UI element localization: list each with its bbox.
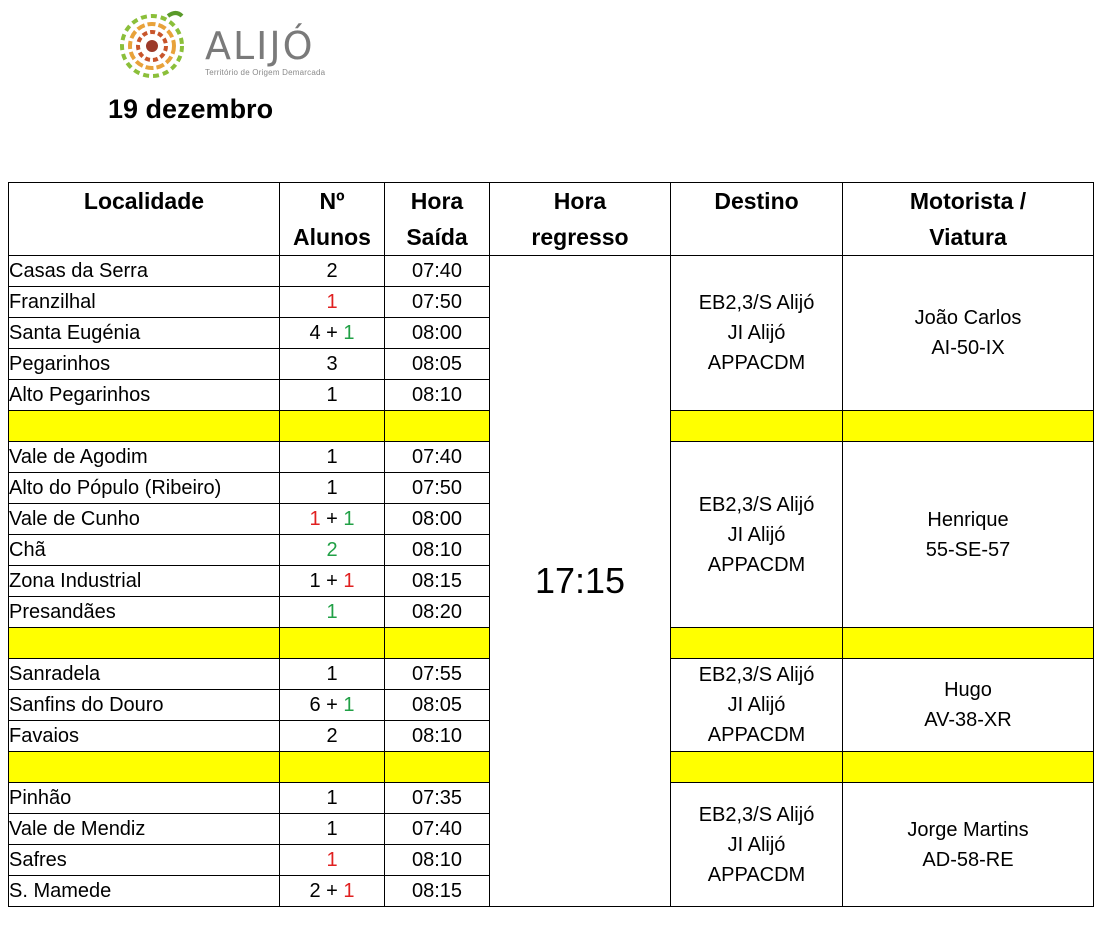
locality-cell: Safres [9, 845, 280, 876]
transport-schedule-table [8, 182, 1094, 907]
departure-time-cell: 07:50 [385, 287, 490, 318]
header-departure: Hora Saída [385, 183, 490, 256]
destination-line: EB2,3/S Alijó [698, 493, 815, 516]
departure-time-cell: 08:05 [385, 349, 490, 380]
sep-locality-cell [9, 411, 280, 442]
vehicle-plate: AI-50-IX [931, 337, 1005, 359]
destination-line: APPACDM [707, 724, 806, 746]
departure-time-cell: 08:10 [385, 845, 490, 876]
students-cell [280, 349, 385, 380]
locality-cell: Pegarinhos [9, 349, 280, 380]
departure-time-cell: 08:15 [385, 566, 490, 597]
students-count: 1 [326, 787, 338, 809]
alijo-emblem-icon [108, 6, 198, 82]
students-cell [280, 659, 385, 690]
students-count: 6 [309, 694, 321, 716]
plus-sign: + [320, 570, 344, 592]
students-cell [280, 845, 385, 876]
students-cell [280, 473, 385, 504]
vehicle-plate: 55-SE-57 [925, 538, 1011, 561]
table-header-row [9, 183, 1094, 256]
driver-name: Hugo [944, 679, 992, 701]
destination-line: JI Alijó [727, 322, 786, 344]
destination-cell [671, 256, 843, 411]
destination-line: JI Alijó [727, 523, 786, 546]
logo-wordmark: ALIJÓ [205, 24, 315, 68]
students-count: 1 [326, 446, 338, 468]
locality-cell: Favaios [9, 721, 280, 752]
locality-cell: Casas da Serra [9, 256, 280, 287]
locality-cell: Sanfins do Douro [9, 690, 280, 721]
students-count: 1 [309, 508, 321, 530]
students-cell [280, 721, 385, 752]
students-count: 1 [326, 291, 338, 313]
departure-time-cell: 08:00 [385, 504, 490, 535]
departure-time-cell: 07:55 [385, 659, 490, 690]
sep-driver-cell [843, 411, 1094, 442]
departure-time-cell: 08:10 [385, 721, 490, 752]
students-cell [280, 783, 385, 814]
sep-driver-cell [843, 752, 1094, 783]
departure-time-cell: 08:05 [385, 690, 490, 721]
destination-line: EB2,3/S Alijó [698, 292, 815, 314]
vehicle-plate: AV-38-XR [924, 709, 1012, 731]
header-return: Hora regresso [490, 183, 671, 256]
sep-locality-cell [9, 628, 280, 659]
students-cell [280, 318, 385, 349]
students-cell [280, 566, 385, 597]
plus-sign: + [320, 508, 344, 530]
students-count: 2 [326, 539, 338, 561]
plus-sign: + [320, 694, 344, 716]
sep-time-cell [385, 628, 490, 659]
destination-line: APPACDM [707, 553, 806, 576]
destination-cell [671, 659, 843, 752]
driver-cell [843, 442, 1094, 628]
return-time-cell: 17:15 [490, 256, 671, 907]
sep-students-cell [280, 411, 385, 442]
students-count: 1 [326, 601, 338, 623]
students-count: 1 [326, 477, 338, 499]
departure-time-cell: 07:35 [385, 783, 490, 814]
students-count: 2 [326, 260, 338, 282]
locality-cell: Alto do Pópulo (Ribeiro) [9, 473, 280, 504]
students-count: 2 [326, 725, 338, 747]
students-cell [280, 535, 385, 566]
header-destination: Destino [671, 183, 843, 256]
students-extra-count: 1 [343, 880, 355, 902]
schedule-date: 19 dezembro [108, 94, 274, 124]
students-count: 1 [326, 384, 338, 406]
driver-cell [843, 256, 1094, 411]
sep-destination-cell [671, 752, 843, 783]
locality-cell: Franzilhal [9, 287, 280, 318]
departure-time-cell: 07:40 [385, 814, 490, 845]
destination-line: APPACDM [707, 352, 806, 374]
departure-time-cell: 08:10 [385, 535, 490, 566]
destination-line: EB2,3/S Alijó [698, 803, 815, 826]
sep-driver-cell [843, 628, 1094, 659]
driver-name: Henrique [927, 508, 1009, 531]
table-row [9, 256, 1094, 287]
locality-cell: Sanradela [9, 659, 280, 690]
departure-time-cell: 08:10 [385, 380, 490, 411]
departure-time-cell: 08:00 [385, 318, 490, 349]
students-count: 1 [326, 663, 338, 685]
destination-cell [671, 442, 843, 628]
driver-cell [843, 659, 1094, 752]
driver-cell [843, 783, 1094, 907]
students-count: 1 [326, 849, 338, 871]
students-cell [280, 876, 385, 907]
sep-locality-cell [9, 752, 280, 783]
locality-cell: Santa Eugénia [9, 318, 280, 349]
sep-destination-cell [671, 628, 843, 659]
alijo-logo [108, 6, 338, 82]
departure-time-cell: 07:50 [385, 473, 490, 504]
students-count: 3 [326, 353, 338, 375]
header-students: Nº Alunos [280, 183, 385, 256]
destination-cell [671, 783, 843, 907]
students-extra-count: 1 [343, 508, 355, 530]
driver-name: Jorge Martins [907, 818, 1029, 841]
students-extra-count: 1 [343, 570, 355, 592]
locality-cell: Vale de Cunho [9, 504, 280, 535]
students-count: 1 [326, 818, 338, 840]
destination-line: JI Alijó [727, 833, 786, 856]
locality-cell: S. Mamede [9, 876, 280, 907]
locality-cell: Pinhão [9, 783, 280, 814]
plus-sign: + [320, 322, 344, 344]
sep-destination-cell [671, 411, 843, 442]
locality-cell: Chã [9, 535, 280, 566]
students-cell [280, 380, 385, 411]
destination-line: EB2,3/S Alijó [698, 664, 815, 686]
students-extra-count: 1 [343, 694, 355, 716]
students-extra-count: 1 [343, 322, 355, 344]
departure-time-cell: 07:40 [385, 256, 490, 287]
locality-cell: Vale de Mendiz [9, 814, 280, 845]
logo-tagline: Território de Origem Demarcada [205, 68, 326, 77]
plus-sign: + [320, 880, 344, 902]
sep-time-cell [385, 752, 490, 783]
sep-time-cell [385, 411, 490, 442]
header-driver: Motorista / Viatura [843, 183, 1094, 256]
locality-cell: Vale de Agodim [9, 442, 280, 473]
students-cell [280, 442, 385, 473]
students-cell [280, 690, 385, 721]
driver-name: João Carlos [914, 307, 1022, 329]
locality-cell: Zona Industrial [9, 566, 280, 597]
students-cell [280, 814, 385, 845]
departure-time-cell: 08:20 [385, 597, 490, 628]
schedule-body [9, 256, 1094, 907]
students-count: 2 [309, 880, 321, 902]
sep-students-cell [280, 628, 385, 659]
sep-students-cell [280, 752, 385, 783]
locality-cell: Alto Pegarinhos [9, 380, 280, 411]
departure-time-cell: 07:40 [385, 442, 490, 473]
students-cell [280, 597, 385, 628]
students-count: 1 [309, 570, 321, 592]
vehicle-plate: AD-58-RE [922, 848, 1014, 871]
students-cell [280, 287, 385, 318]
destination-line: JI Alijó [727, 694, 786, 716]
students-cell [280, 504, 385, 535]
header-locality: Localidade [9, 183, 280, 256]
destination-line: APPACDM [707, 863, 806, 886]
students-count: 4 [309, 322, 321, 344]
students-cell [280, 256, 385, 287]
departure-time-cell: 08:15 [385, 876, 490, 907]
locality-cell: Presandães [9, 597, 280, 628]
